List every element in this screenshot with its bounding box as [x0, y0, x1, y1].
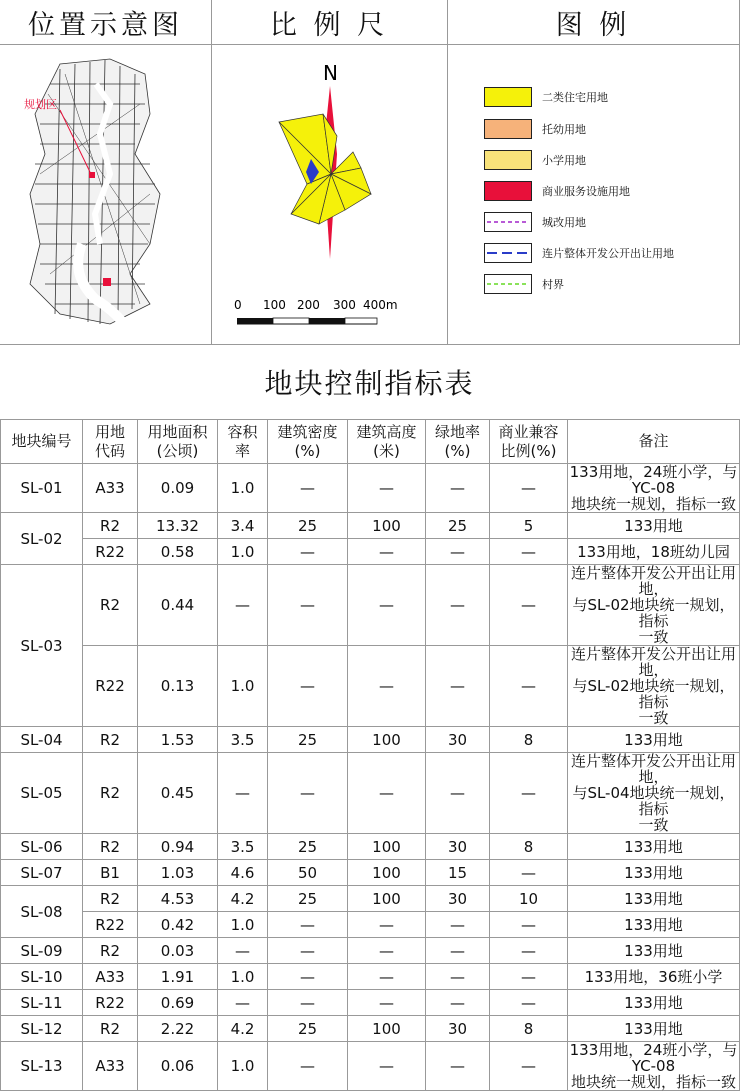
- legend-label: 连片整体开发公开出让用地: [542, 247, 674, 260]
- svg-text:100: 100: [263, 298, 286, 312]
- cell-density: 25: [268, 834, 348, 860]
- cell-code: R22: [83, 912, 138, 938]
- parcel-id: SL-01: [1, 464, 83, 513]
- cell-commercial: —: [490, 990, 568, 1016]
- cell-far: 1.0: [218, 646, 268, 727]
- cell-commercial: —: [490, 938, 568, 964]
- site-marker: [103, 278, 111, 286]
- table-row: [1, 938, 740, 964]
- legend-swatch: [484, 243, 532, 263]
- cell-area: 2.22: [138, 1016, 218, 1042]
- scale-bar: [234, 298, 398, 324]
- location-header: 位置示意图: [0, 0, 212, 45]
- cell-height: 100: [348, 834, 426, 860]
- cell-area: 0.45: [138, 753, 218, 834]
- parcel-id: SL-12: [1, 1016, 83, 1042]
- cell-far: 1.0: [218, 539, 268, 565]
- legend-label: 村界: [542, 278, 564, 291]
- cell-note: 133用地: [568, 727, 740, 753]
- cell-note: 133用地: [568, 834, 740, 860]
- cell-area: 0.44: [138, 565, 218, 646]
- table-row: [1, 464, 740, 513]
- cell-density: —: [268, 938, 348, 964]
- cell-density: 25: [268, 727, 348, 753]
- cell-far: 3.5: [218, 834, 268, 860]
- cell-density: —: [268, 1042, 348, 1091]
- parcel-id: SL-04: [1, 727, 83, 753]
- cell-height: —: [348, 753, 426, 834]
- cell-area: 1.91: [138, 964, 218, 990]
- cell-commercial: —: [490, 964, 568, 990]
- table-row: [1, 886, 740, 912]
- cell-area: 0.58: [138, 539, 218, 565]
- cell-green: 30: [426, 886, 490, 912]
- legend-item: [484, 243, 674, 263]
- legend-swatch: [484, 150, 532, 170]
- cell-commercial: 8: [490, 834, 568, 860]
- cell-commercial: 8: [490, 1016, 568, 1042]
- cell-commercial: —: [490, 860, 568, 886]
- cell-note: 133用地: [568, 990, 740, 1016]
- cell-code: A33: [83, 1042, 138, 1091]
- cell-code: R22: [83, 539, 138, 565]
- cell-commercial: 8: [490, 727, 568, 753]
- table-header-row: [1, 420, 740, 464]
- legend-item: [484, 150, 586, 170]
- legend-label: 城改用地: [542, 216, 586, 229]
- table-row: [1, 1042, 740, 1091]
- parcel-id: SL-06: [1, 834, 83, 860]
- control-index-table: [0, 419, 740, 1091]
- cell-note: 133用地，36班小学: [568, 964, 740, 990]
- cell-density: 25: [268, 513, 348, 539]
- table-row: [1, 727, 740, 753]
- cell-far: —: [218, 990, 268, 1016]
- svg-text:200: 200: [297, 298, 320, 312]
- cell-area: 0.03: [138, 938, 218, 964]
- parcel-id: SL-03: [1, 565, 83, 727]
- table-row: [1, 964, 740, 990]
- cell-density: —: [268, 964, 348, 990]
- table-row: [1, 539, 740, 565]
- legend-swatch: [484, 212, 532, 232]
- cell-green: —: [426, 646, 490, 727]
- cell-height: 100: [348, 860, 426, 886]
- legend-item: [484, 212, 586, 232]
- column-header: 备注: [568, 420, 740, 464]
- table-row: [1, 753, 740, 834]
- legend-item: [484, 274, 564, 294]
- cell-note: 连片整体开发公开出让用地， 与SL-04地块统一规划，指标 一致: [568, 753, 740, 834]
- cell-area: 0.13: [138, 646, 218, 727]
- cell-area: 0.09: [138, 464, 218, 513]
- legend-label: 商业服务设施用地: [542, 185, 630, 198]
- legend-swatch: [484, 119, 532, 139]
- cell-green: —: [426, 990, 490, 1016]
- cell-far: 1.0: [218, 912, 268, 938]
- cell-area: 0.69: [138, 990, 218, 1016]
- table-row: [1, 565, 740, 646]
- parcel-id: SL-10: [1, 964, 83, 990]
- cell-far: —: [218, 565, 268, 646]
- cell-code: R2: [83, 834, 138, 860]
- cell-density: 25: [268, 1016, 348, 1042]
- cell-code: A33: [83, 964, 138, 990]
- cell-height: —: [348, 464, 426, 513]
- cell-height: —: [348, 646, 426, 727]
- cell-area: 1.53: [138, 727, 218, 753]
- column-header: 绿地率 (%): [426, 420, 490, 464]
- cell-green: 30: [426, 727, 490, 753]
- cell-green: —: [426, 565, 490, 646]
- table-row: [1, 646, 740, 727]
- cell-density: —: [268, 753, 348, 834]
- cell-note: 133用地: [568, 1016, 740, 1042]
- cell-height: 100: [348, 1016, 426, 1042]
- cell-code: R22: [83, 646, 138, 727]
- cell-note: 133用地: [568, 860, 740, 886]
- cell-height: —: [348, 1042, 426, 1091]
- cell-far: 1.0: [218, 964, 268, 990]
- cell-code: R2: [83, 565, 138, 646]
- planning-area-marker: [89, 172, 95, 178]
- cell-commercial: —: [490, 464, 568, 513]
- parcel-id: SL-02: [1, 513, 83, 565]
- cell-note: 连片整体开发公开出让用地， 与SL-02地块统一规划，指标 一致: [568, 565, 740, 646]
- cell-height: —: [348, 565, 426, 646]
- column-header: 用地 代码: [83, 420, 138, 464]
- legend-swatch: [484, 274, 532, 294]
- svg-text:0: 0: [234, 298, 242, 312]
- cell-far: —: [218, 753, 268, 834]
- cell-green: 30: [426, 834, 490, 860]
- cell-commercial: —: [490, 1042, 568, 1091]
- planning-area-label: 规划区: [24, 98, 57, 111]
- cell-far: 1.0: [218, 464, 268, 513]
- cell-height: 100: [348, 727, 426, 753]
- cell-commercial: 10: [490, 886, 568, 912]
- table-row: [1, 1016, 740, 1042]
- parcel-id: SL-09: [1, 938, 83, 964]
- parcel-id: SL-08: [1, 886, 83, 938]
- cell-green: —: [426, 464, 490, 513]
- cell-note: 133用地: [568, 886, 740, 912]
- table-row: [1, 834, 740, 860]
- cell-height: —: [348, 964, 426, 990]
- cell-green: —: [426, 912, 490, 938]
- column-header: 建筑高度 (米): [348, 420, 426, 464]
- cell-note: 133用地，24班小学，与YC-08 地块统一规划，指标一致: [568, 464, 740, 513]
- cell-density: —: [268, 912, 348, 938]
- legend-swatch: [484, 87, 532, 107]
- cell-green: 15: [426, 860, 490, 886]
- cell-density: —: [268, 565, 348, 646]
- cell-area: 4.53: [138, 886, 218, 912]
- legend-item: [484, 87, 608, 107]
- legend-label: 托幼用地: [542, 123, 586, 136]
- cell-height: —: [348, 990, 426, 1016]
- cell-density: —: [268, 990, 348, 1016]
- cell-far: 3.5: [218, 727, 268, 753]
- cell-green: 30: [426, 1016, 490, 1042]
- parcel-id: SL-07: [1, 860, 83, 886]
- legend-label: 小学用地: [542, 154, 586, 167]
- cell-code: R22: [83, 990, 138, 1016]
- table-row: [1, 513, 740, 539]
- cell-green: —: [426, 1042, 490, 1091]
- cell-height: 100: [348, 886, 426, 912]
- cell-commercial: —: [490, 912, 568, 938]
- cell-note: 133用地: [568, 912, 740, 938]
- column-header: 建筑密度 (%): [268, 420, 348, 464]
- cell-commercial: —: [490, 753, 568, 834]
- cell-code: A33: [83, 464, 138, 513]
- cell-far: 4.2: [218, 886, 268, 912]
- cell-far: 4.2: [218, 1016, 268, 1042]
- cell-green: —: [426, 753, 490, 834]
- cell-area: 0.94: [138, 834, 218, 860]
- cell-area: 0.06: [138, 1042, 218, 1091]
- column-header: 地块编号: [1, 420, 83, 464]
- cell-green: 25: [426, 513, 490, 539]
- cell-note: 133用地，18班幼儿园: [568, 539, 740, 565]
- column-header: 用地面积 (公顷): [138, 420, 218, 464]
- table-title: 地块控制指标表: [0, 344, 739, 420]
- cell-far: 1.0: [218, 1042, 268, 1091]
- cell-code: R2: [83, 886, 138, 912]
- cell-code: B1: [83, 860, 138, 886]
- cell-density: —: [268, 464, 348, 513]
- scale-panel: [211, 44, 448, 345]
- cell-height: —: [348, 938, 426, 964]
- cell-density: —: [268, 539, 348, 565]
- cell-density: 50: [268, 860, 348, 886]
- column-header: 商业兼容 比例(%): [490, 420, 568, 464]
- location-map-panel: [0, 44, 212, 345]
- cell-note: 连片整体开发公开出让用地， 与SL-02地块统一规划，指标 一致: [568, 646, 740, 727]
- cell-commercial: —: [490, 646, 568, 727]
- legend-item: [484, 119, 586, 139]
- cell-height: —: [348, 539, 426, 565]
- parcel-id: SL-05: [1, 753, 83, 834]
- scale-header: 比 例 尺: [211, 0, 448, 45]
- cell-density: 25: [268, 886, 348, 912]
- cell-note: 133用地: [568, 938, 740, 964]
- parcel-id: SL-13: [1, 1042, 83, 1091]
- table-row: [1, 860, 740, 886]
- legend-header: 图 例: [447, 0, 740, 45]
- cell-area: 13.32: [138, 513, 218, 539]
- cell-code: R2: [83, 1016, 138, 1042]
- north-label: N: [323, 61, 338, 85]
- cell-area: 0.42: [138, 912, 218, 938]
- legend-label: 二类住宅用地: [542, 91, 608, 104]
- cell-far: 4.6: [218, 860, 268, 886]
- cell-height: 100: [348, 513, 426, 539]
- legend-item: [484, 181, 630, 201]
- rose-diagram: [279, 114, 371, 224]
- svg-text:300: 300: [333, 298, 356, 312]
- cell-commercial: 5: [490, 513, 568, 539]
- cell-far: 3.4: [218, 513, 268, 539]
- parcel-id: SL-11: [1, 990, 83, 1016]
- cell-note: 133用地，24班小学，与YC-08 地块统一规划，指标一致: [568, 1042, 740, 1091]
- table-row: [1, 912, 740, 938]
- cell-green: —: [426, 964, 490, 990]
- cell-note: 133用地: [568, 513, 740, 539]
- cell-area: 1.03: [138, 860, 218, 886]
- cell-density: —: [268, 646, 348, 727]
- north-arrow-and-scale: [211, 44, 447, 344]
- cell-height: —: [348, 912, 426, 938]
- cell-code: R2: [83, 513, 138, 539]
- cell-commercial: —: [490, 539, 568, 565]
- cell-far: —: [218, 938, 268, 964]
- column-header: 容积 率: [218, 420, 268, 464]
- table-row: [1, 990, 740, 1016]
- cell-code: R2: [83, 727, 138, 753]
- legend-swatch: [484, 181, 532, 201]
- cell-green: —: [426, 938, 490, 964]
- svg-text:400m: 400m: [363, 298, 398, 312]
- cell-code: R2: [83, 753, 138, 834]
- cell-green: —: [426, 539, 490, 565]
- cell-commercial: —: [490, 565, 568, 646]
- city-map-graphic: [0, 44, 211, 344]
- cell-code: R2: [83, 938, 138, 964]
